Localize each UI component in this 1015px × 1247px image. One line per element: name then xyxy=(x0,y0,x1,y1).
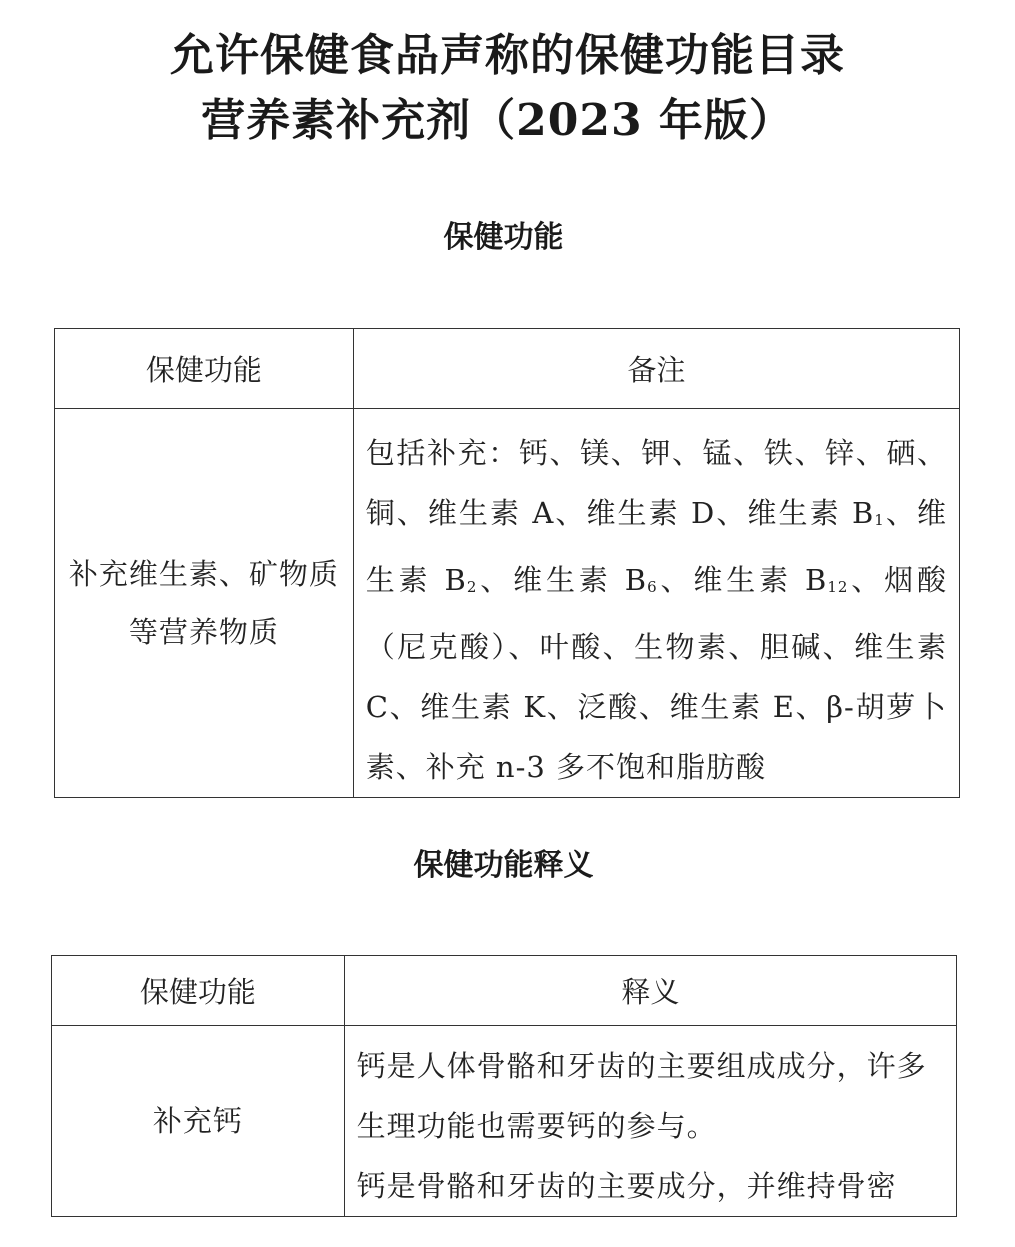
column-header-definition: 释义 xyxy=(344,956,956,1026)
definition-paragraph: 钙是骨骼和牙齿的主要成分，并维持骨密 xyxy=(356,1169,897,1203)
note-subscript: 2 xyxy=(466,578,478,596)
note-text: 、烟酸（尼克酸）、叶酸、生物素、胆碱、维生素 C、维生素 K、泛酸、维生素 E、β-胡萝卜素、补充 n-3 多不饱和脂肪酸 xyxy=(365,563,947,784)
table-header-row xyxy=(52,956,957,1026)
note-subscript: 1 xyxy=(874,511,885,529)
column-header-note: 备注 xyxy=(353,329,959,409)
table-header-row xyxy=(55,329,960,409)
note-text: 、维生素 B xyxy=(365,496,947,597)
definition-paragraph: 钙是人体骨骼和牙齿的主要组成成分，许多生理功能也需要钙的参与。 xyxy=(356,1049,927,1143)
column-header-function: 保健功能 xyxy=(55,329,354,409)
column-header-function: 保健功能 xyxy=(52,956,345,1026)
definitions-table xyxy=(51,955,957,1217)
document-title-line2: 营养素补充剂（2023 年版） xyxy=(201,95,794,146)
table-row xyxy=(55,409,960,798)
function-text: 补充钙 xyxy=(152,1104,243,1138)
table-row xyxy=(52,1026,957,1217)
note-text: 、维生素 B xyxy=(477,563,648,597)
note-subscript: 12 xyxy=(827,578,849,596)
definition-cell xyxy=(344,1026,956,1217)
note-text: 、维生素 B xyxy=(657,563,828,597)
functions-table xyxy=(54,328,960,798)
function-cell xyxy=(55,409,354,798)
section-heading-definitions: 保健功能释义 xyxy=(413,848,594,883)
note-cell xyxy=(353,409,959,798)
note-text: 包括补充：钙、镁、钾、锰、铁、锌、硒、铜、维生素 A、维生素 D、维生素 B xyxy=(365,436,947,530)
function-text: 补充维生素、矿物质等营养物质 xyxy=(68,557,339,649)
note-subscript: 6 xyxy=(647,578,658,596)
section-heading-functions: 保健功能 xyxy=(443,220,564,255)
document-title-line1: 允许保健食品声称的保健功能目录 xyxy=(170,30,845,81)
function-cell xyxy=(52,1026,345,1217)
